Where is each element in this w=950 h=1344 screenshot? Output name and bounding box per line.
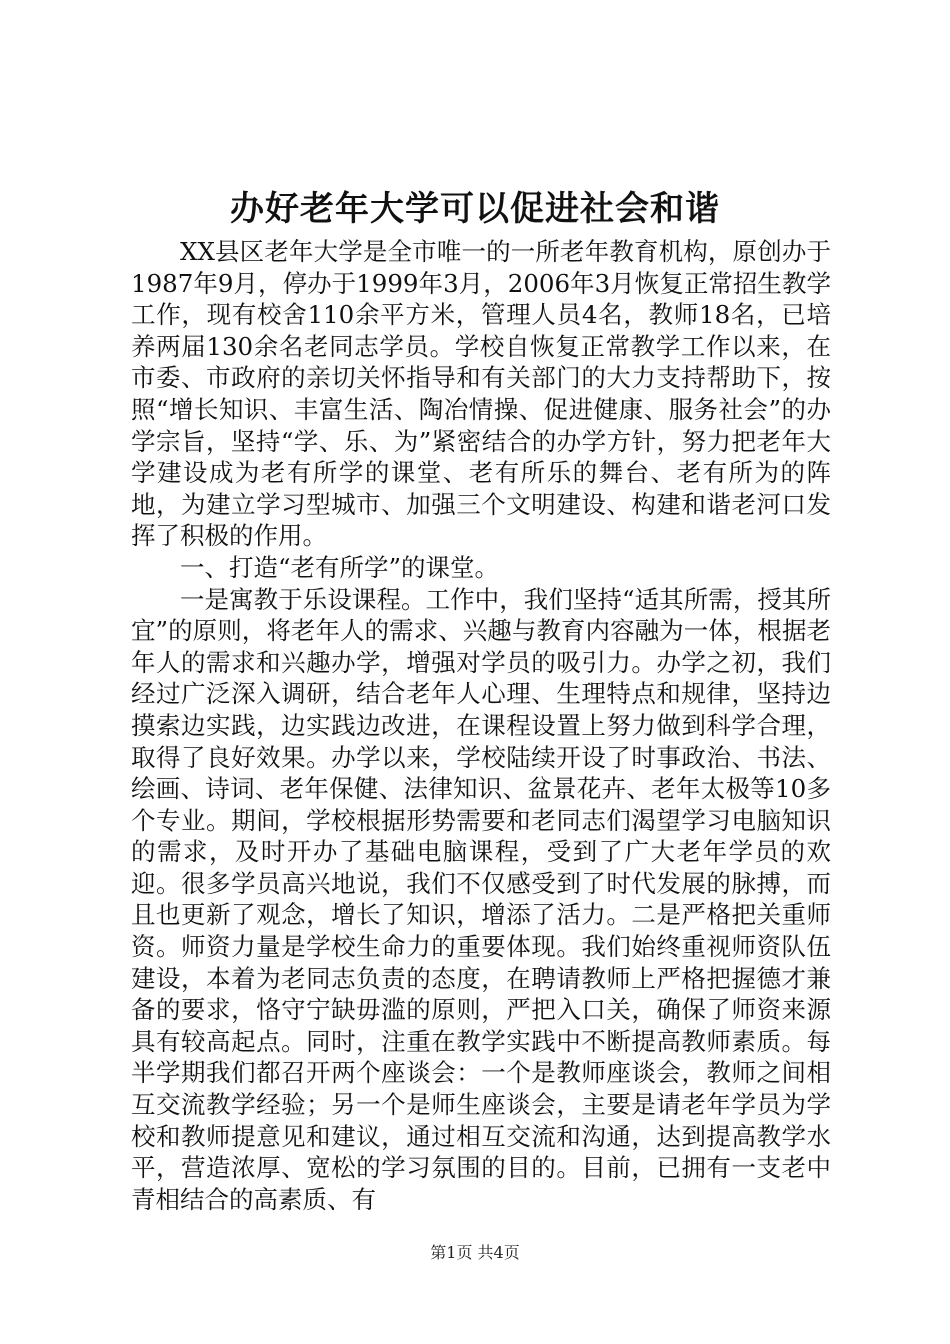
section-heading: 一、打造“老有所学”的课堂。 xyxy=(180,552,500,582)
document-title: 办好老年大学可以促进社会和谐 xyxy=(230,189,720,229)
page-footer: 第1页 共4页 xyxy=(430,1243,520,1262)
body-paragraph: 一是寓教于乐设课程。工作中，我们坚持“适其所需，授其所宜”的原则，将老年人的需求、兴趣与教育内容融为一体，根据老年人的需求和兴趣办学，增强对学员的吸引力。办学之初，我们经过广泛深入调研，结合老年人心理、生理特点和规律，坚持边摸索边实践，边实践边改进，在课程设置上努力做到科学合理，取得了良好效果。办学以来，学校陆续开设了时事政治、书法、绘画、诗词、老年保健、法律知识、盆景花卉、老年太极等10多个专业。期间，学校根据形势需要和老同志们渴望学习电脑知识的需求，及时开办了基础电脑课程，受到了广大老年学员的欢迎。很多学员高兴地说，我们不仅感受到了时代发展的脉搏，而且也更新了观念，增长了知识，增添了活力。二是严格把关重师资。师资力量是学校生命力的重要体现。我们始终重视师资队伍建设，本着为老同志负责的态度，在聘请教师上严格把握德才兼备的要求，恪守宁缺毋滥的原则，严把入口关，确保了师资来源具有较高起点。同时，注重在教学实践中不断提高教师素质。每半学期我们都召开两个座谈会：一个是教师座谈会，教师之间相互交流教学经验；另一个是师生座谈会，主要是请老年学员为学校和教师提意见和建议，通过相互交流和沟通，达到提高教学水平，营造浓厚、宽松的学习氛围的目的。目前，已拥有一支老中青相结合的高素质、有 xyxy=(131,584,831,1214)
body-paragraph: XX县区老年大学是全市唯一的一所老年教育机构，原创办于1987年9月，停办于1999年3月，2006年3月恢复正常招生教学工作，现有校舍110余平方米，管理人员4名，教师18名，已培养两届130余名老同志学员。学校自恢复正常教学工作以来，在市委、市政府的亲切关怀指导和有关部门的大力支持帮助下，按照“增长知识、丰富生活、陶冶情操、促进健康、服务社会”的办学宗旨，坚持“学、乐、为”紧密结合的办学方针，努力把老年大学建设成为老有所学的课堂、老有所乐的舞台、老有所为的阵地，为建立学习型城市、加强三个文明建设、构建和谐老河口发挥了积极的作用。 xyxy=(131,237,831,551)
document-body xyxy=(131,236,831,1215)
